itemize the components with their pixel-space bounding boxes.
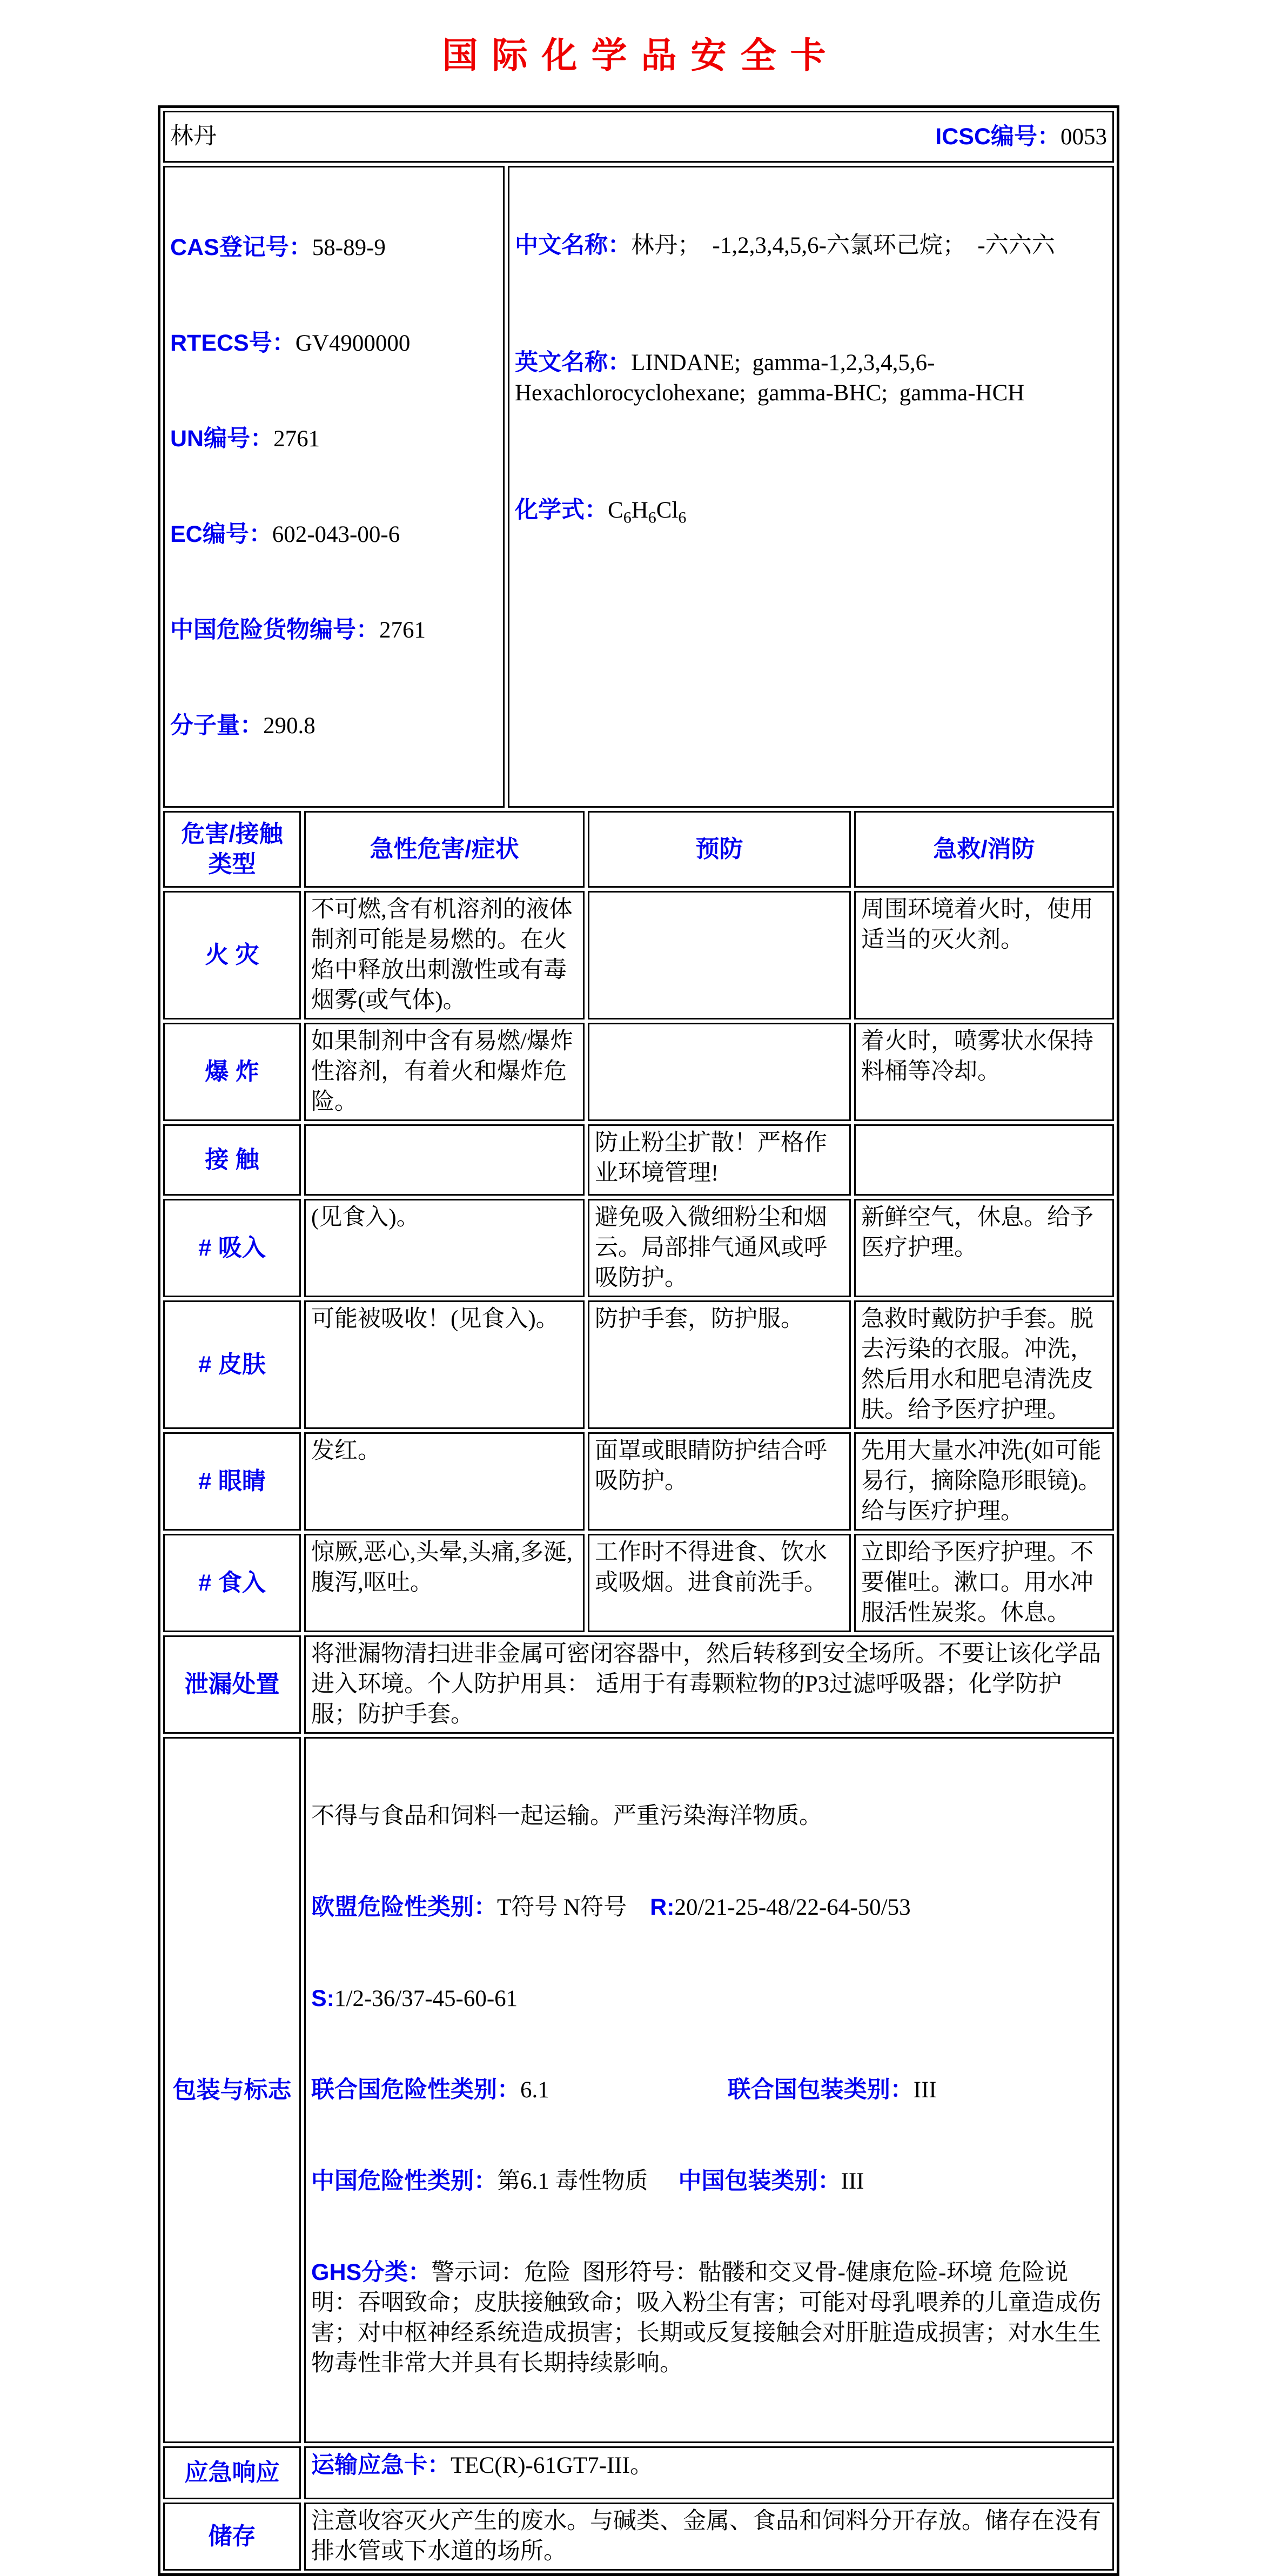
icsc-number-value: 0053 <box>1060 124 1107 150</box>
eyes-prevention: 面罩或眼睛防护结合呼吸防护。 <box>588 1432 851 1531</box>
header-first-aid: 急救/消防 <box>854 811 1114 888</box>
packaging-un-class <box>311 2075 1107 2105</box>
molecular-weight-value: 290.8 <box>263 713 316 739</box>
contact-prevention: 防止粉尘扩散！严格作业环境管理! <box>588 1124 851 1196</box>
contact-aid <box>854 1124 1114 1196</box>
explosion-aid: 着火时，喷雾状水保持料桶等冷却。 <box>854 1023 1114 1121</box>
formula-subscript: 6 <box>623 508 632 527</box>
card-header-cell <box>163 111 1114 163</box>
cn-class-label: 中国危险性类别： <box>311 2168 497 2195</box>
explosion-symptoms: 如果制剂中含有易燃/爆炸性溶剂，有着火和爆炸危险。 <box>304 1023 585 1121</box>
fire-aid: 周围环境着火时，使用适当的灭火剂。 <box>854 891 1114 1019</box>
hazard-type-eyes: # 眼睛 <box>163 1432 301 1531</box>
english-name <box>515 347 1107 408</box>
s-phrases-value: 1/2-36/37-45-60-61 <box>334 1986 518 2012</box>
un-label: UN编号： <box>170 426 274 452</box>
molecular-weight-label: 分子量： <box>170 713 263 739</box>
formula-subscript: 6 <box>648 508 656 527</box>
spillage-label: 泄漏处置 <box>163 1635 301 1734</box>
r-phrases-label: R: <box>650 1894 675 1921</box>
storage-text: 注意收容灭火产生的废水。与碱类、金属、食品和饲料分开存放。储存在没有排水管或下水道的场所。 <box>304 2503 1114 2571</box>
hazard-row-eyes <box>163 1432 1114 1531</box>
eyes-aid: 先用大量水冲洗(如可能易行，摘除隐形眼镜)。给与医疗护理。 <box>854 1432 1114 1531</box>
rtecs-number <box>170 326 498 361</box>
emergency-label: 应急响应 <box>163 2446 301 2499</box>
chinese-name-label: 中文名称： <box>515 232 631 259</box>
china-dg-value: 2761 <box>379 618 426 643</box>
packaging-ghs <box>311 2257 1107 2379</box>
formula-element: C <box>608 498 623 524</box>
hazard-row-skin <box>163 1300 1114 1429</box>
identification-row <box>163 166 1114 808</box>
un-value: 2761 <box>273 426 320 452</box>
ec-value: 602-043-00-6 <box>272 522 400 548</box>
page-title: 国际化学品安全卡 <box>442 36 840 76</box>
cn-pack-label: 中国包装类别： <box>678 2168 841 2195</box>
storage-label: 储存 <box>163 2503 301 2571</box>
transport-card-label: 运输应急卡： <box>311 2452 451 2479</box>
un-class-value: 6.1 <box>520 2077 549 2103</box>
fire-prevention <box>588 891 851 1019</box>
ec-number <box>170 517 498 552</box>
hazard-row-contact <box>163 1124 1114 1196</box>
s-phrases-label: S: <box>311 1985 334 2012</box>
packaging-transport-note: 不得与食品和饲料一起运输。严重污染海洋物质。 <box>311 1803 822 1829</box>
registry-numbers-cell <box>163 166 505 808</box>
transport-card-value: TEC(R)-61GT7-III。 <box>451 2453 653 2479</box>
packaging-row <box>163 1737 1114 2443</box>
eu-class-value: T符号 N符号 <box>497 1895 650 1921</box>
hazard-type-skin: # 皮肤 <box>163 1300 301 1429</box>
rtecs-label: RTECS号： <box>170 330 296 357</box>
english-name-value: LINDANE; gamma-1,2,3,4,5,6-Hexachlorocyclohexane; gamma-BHC; gamma-HCH <box>515 350 1025 406</box>
chinese-name <box>515 230 1107 261</box>
chinese-name-value: 林丹； -1,2,3,4,5,6-六氯环己烷； -六六六 <box>631 233 1055 259</box>
icsc-card <box>158 105 1119 2576</box>
ghs-label: GHS分类： <box>311 2259 432 2286</box>
skin-prevention: 防护手套，防护服。 <box>588 1300 851 1429</box>
emergency-content <box>304 2446 1114 2499</box>
icsc-number-group <box>935 122 1107 152</box>
hazard-header-row <box>163 811 1114 888</box>
emergency-row <box>163 2446 1114 2499</box>
cn-class-value: 第6.1 毒性物质 <box>497 2169 648 2195</box>
inhalation-aid: 新鲜空气，休息。给予医疗护理。 <box>854 1199 1114 1297</box>
hazard-type-fire: 火 灾 <box>163 891 301 1019</box>
inhalation-prevention: 避免吸入微细粉尘和烟云。局部排气通风或呼吸防护。 <box>588 1199 851 1297</box>
chemical-formula <box>515 495 1107 526</box>
hazard-row-inhalation <box>163 1199 1114 1297</box>
un-class-label: 联合国危险性类别： <box>311 2077 520 2103</box>
ghs-value: 警示词：危险 图形符号：骷髅和交叉骨-健康危险-环境 危险说明：吞咽致命；皮肤接触致命；吸入粉尘有害；可能对母乳喂养的儿童造成伤害；对中枢神经系统造成损害；长期或反复接触会对肝脏造成损害；对水生生物毒性非常大并具有长期持续影响。 <box>311 2260 1101 2377</box>
cas-number <box>170 230 498 265</box>
ec-label: EC编号： <box>170 521 272 548</box>
chemical-formula-value <box>608 498 687 527</box>
header-prevention: 预防 <box>588 811 851 888</box>
molecular-weight <box>170 708 498 743</box>
spillage-text: 将泄漏物清扫进非金属可密闭容器中，然后转移到安全场所。不要让该化学品进入环境。个人防护用具： 适用于有毒颗粒物的P3过滤呼吸器；化学防护服；防护手套。 <box>304 1635 1114 1734</box>
packaging-eu-class <box>311 1892 1107 1923</box>
contact-symptoms <box>304 1124 585 1196</box>
chemical-names-cell <box>508 166 1114 808</box>
ingestion-prevention: 工作时不得进食、饮水或吸烟。进食前洗手。 <box>588 1534 851 1632</box>
skin-aid: 急救时戴防护手套。脱去污染的衣服。冲洗，然后用水和肥皂清洗皮肤。给予医疗护理。 <box>854 1300 1114 1429</box>
header-hazard-type: 危害/接触 类型 <box>163 811 301 888</box>
hazard-type-ingestion: # 食入 <box>163 1534 301 1632</box>
packaging-content <box>304 1737 1114 2443</box>
china-dg-label: 中国危险货物编号： <box>170 617 379 643</box>
fire-symptoms: 不可燃,含有机溶剂的液体制剂可能是易燃的。在火焰中释放出刺激性或有毒烟雾(或气体)。 <box>304 891 585 1019</box>
explosion-prevention <box>588 1023 851 1121</box>
skin-symptoms: 可能被吸收！(见食入)。 <box>304 1300 585 1429</box>
un-pack-label: 联合国包装类别： <box>727 2077 914 2103</box>
icsc-number-label: ICSC编号： <box>935 123 1060 150</box>
packaging-s-phrases <box>311 1983 1107 2014</box>
formula-element: Cl <box>656 498 679 524</box>
cas-label: CAS登记号： <box>170 234 312 261</box>
card-header-row <box>163 111 1114 163</box>
ingestion-aid: 立即给予医疗护理。不要催吐。漱口。用水冲服活性炭浆。休息。 <box>854 1534 1114 1632</box>
cn-pack-value: III <box>841 2169 864 2195</box>
chemical-name: 林丹 <box>170 124 217 150</box>
eyes-symptoms: 发红。 <box>304 1432 585 1531</box>
formula-subscript: 6 <box>678 508 687 527</box>
storage-row <box>163 2503 1114 2571</box>
spillage-row <box>163 1635 1114 1734</box>
ingestion-symptoms: 惊厥,恶心,头晕,头痛,多涎,腹泻,呕吐。 <box>304 1534 585 1632</box>
china-dg-number <box>170 613 498 648</box>
hazard-type-explosion: 爆 炸 <box>163 1023 301 1121</box>
hazard-type-inhalation: # 吸入 <box>163 1199 301 1297</box>
header-symptoms: 急性危害/症状 <box>304 811 585 888</box>
hazard-row-ingestion <box>163 1534 1114 1632</box>
r-phrases-value: 20/21-25-48/22-64-50/53 <box>674 1895 911 1921</box>
cas-value: 58-89-9 <box>312 235 386 261</box>
eu-class-label: 欧盟危险性类别： <box>311 1894 497 1921</box>
rtecs-value: GV4900000 <box>295 331 411 357</box>
packaging-label: 包装与标志 <box>163 1737 301 2443</box>
un-number <box>170 421 498 457</box>
inhalation-symptoms: (见食入)。 <box>304 1199 585 1297</box>
hazard-row-fire <box>163 891 1114 1019</box>
english-name-label: 英文名称： <box>515 350 631 376</box>
hazard-row-explosion <box>163 1023 1114 1121</box>
un-pack-value: III <box>913 2077 937 2103</box>
hazard-type-contact: 接 触 <box>163 1124 301 1196</box>
packaging-cn-class <box>311 2166 1107 2197</box>
formula-element: H <box>631 498 648 524</box>
chemical-formula-label: 化学式： <box>515 497 608 524</box>
